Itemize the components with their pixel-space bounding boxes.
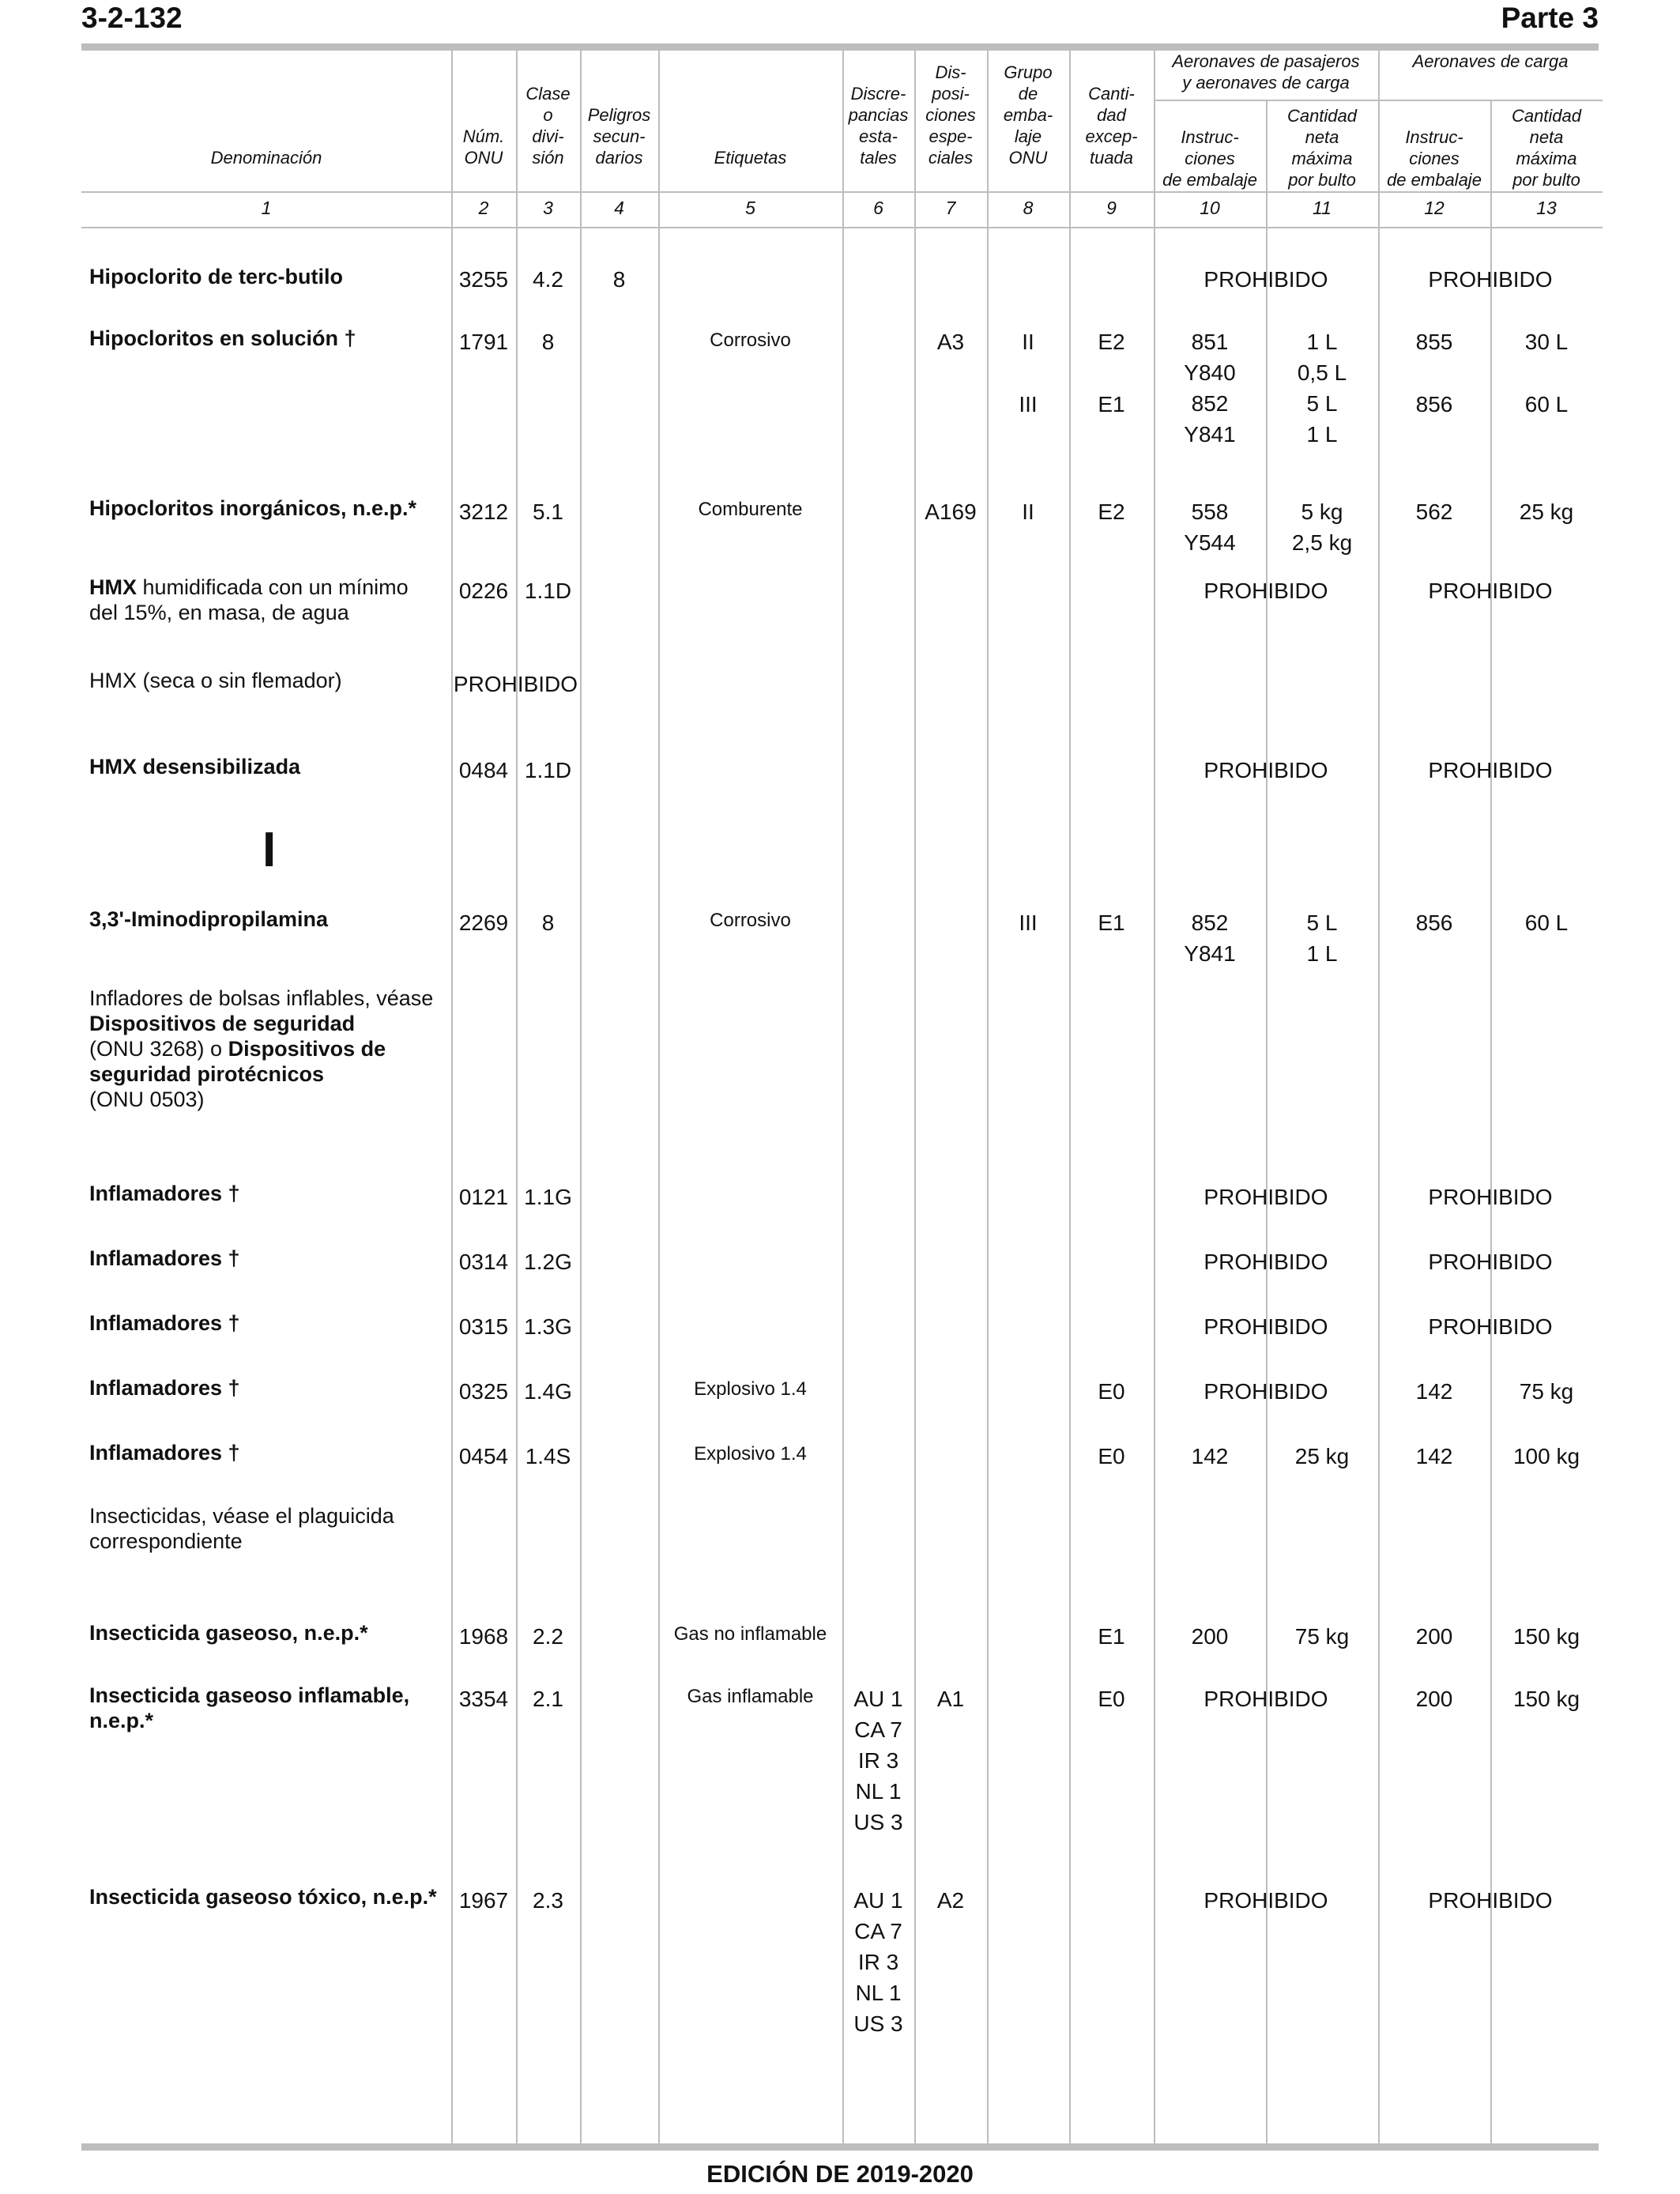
subsidiary-hazard: 8 (612, 267, 626, 292)
column-number: 6 (873, 198, 883, 218)
entry-name: Inflamadores † (89, 1376, 240, 1400)
prohibited-cargo: PROHIBIDO (1428, 758, 1553, 782)
packing-instruction-cargo: 200 (1415, 1624, 1453, 1649)
entry-name: HMX humidificada con un mínimo del 15%, en masa, de agua (89, 575, 409, 624)
max-net-quantity-cargo: 150 kg (1512, 1687, 1580, 1711)
max-net-quantity-cargo: 100 kg (1512, 1444, 1580, 1468)
column-number: 4 (614, 198, 624, 218)
column-number: 11 (1313, 198, 1332, 218)
packing-instruction-cargo: 856 (1415, 392, 1453, 417)
class-division: 8 (541, 910, 555, 935)
prohibited-passenger: PROHIBIDO (1203, 1185, 1328, 1209)
header-instrucciones-carga: Instruc- ciones de embalaje (1387, 127, 1482, 190)
numbers-rule (81, 227, 1603, 228)
header-aeronaves-pasajeros: Aeronaves de pasajeros y aeronaves de carga (1172, 51, 1360, 92)
class-division: 1.1D (524, 579, 572, 603)
packing-instruction-cargo: 142 (1415, 1444, 1453, 1468)
un-number: 3354 (458, 1687, 509, 1711)
col-divider (1069, 47, 1071, 2150)
prohibited-passenger: PROHIBIDO (1203, 267, 1328, 292)
packing-instruction-passenger: 852 Y841 (1184, 910, 1236, 966)
header-cantidad-carga: Cantidad neta máxima por bulto (1511, 106, 1582, 190)
header-num-onu: Núm. ONU (462, 126, 505, 168)
packing-instruction-cargo: 142 (1415, 1379, 1453, 1404)
packing-instruction-passenger: 558 Y544 (1184, 499, 1236, 555)
hazard-label: Corrosivo (710, 910, 791, 931)
excepted-quantity: E0 (1098, 1379, 1125, 1404)
excepted-quantity: E0 (1098, 1687, 1125, 1711)
prohibited-cargo: PROHIBIDO (1428, 1314, 1553, 1339)
max-net-quantity-cargo: 60 L (1524, 392, 1569, 417)
packing-instruction-cargo: 562 (1415, 499, 1453, 524)
class-division: 1.4S (525, 1444, 571, 1468)
class-division: 1.4G (524, 1379, 572, 1404)
prohibited-cargo: PROHIBIDO (1428, 1250, 1553, 1274)
un-number: 1791 (458, 330, 509, 354)
class-division: 5.1 (533, 499, 563, 524)
entry-name: Inflamadores † (89, 1441, 240, 1465)
un-number: 0226 (458, 579, 509, 603)
packing-instruction-cargo: 856 (1415, 910, 1453, 935)
packing-group: III (1019, 910, 1038, 935)
class-division: 8 (541, 330, 555, 354)
column-number: 1 (261, 198, 272, 218)
edition-footer: EDICIÓN DE 2019-2020 (706, 2160, 974, 2188)
col-divider (580, 47, 582, 2150)
header-etiquetas: Etiquetas (714, 148, 787, 168)
column-number: 3 (543, 198, 553, 218)
entry-name: Insecticida gaseoso inflamable, n.e.p.* (89, 1683, 410, 1732)
bottom-rule (81, 2143, 1599, 2151)
col-divider (1378, 47, 1380, 2150)
prohibited-passenger: PROHIBIDO (1203, 1250, 1328, 1274)
column-number: 9 (1106, 198, 1117, 218)
header-rule (81, 191, 1603, 193)
excepted-quantity: E1 (1098, 910, 1125, 935)
entry-name: Hipocloritos inorgánicos, n.e.p.* (89, 496, 417, 520)
class-division: 2.2 (533, 1624, 563, 1649)
excepted-quantity: E1 (1098, 392, 1125, 417)
col-divider (987, 47, 989, 2150)
excepted-quantity: E1 (1098, 1624, 1125, 1649)
hazard-label: Gas no inflamable (673, 1623, 827, 1645)
special-provision: A1 (936, 1687, 965, 1711)
un-number: 3212 (458, 499, 509, 524)
entry-name: Inflamadores † (89, 1246, 240, 1270)
special-provision: A3 (936, 330, 965, 354)
header-clase: Clase o divi- sión (525, 84, 571, 168)
group-underline (1154, 100, 1603, 101)
header-grupo: Grupo de emba- laje ONU (1003, 62, 1053, 168)
un-number: 0315 (458, 1314, 509, 1339)
packing-instruction-cargo: 200 (1415, 1687, 1453, 1711)
entry-name: Hipoclorito de terc-butilo (89, 265, 343, 288)
special-provision: A169 (925, 499, 977, 524)
entry-name: Hipocloritos en solución † (89, 326, 356, 350)
max-net-quantity-passenger: 5 kg 2,5 kg (1291, 499, 1353, 555)
max-net-quantity-cargo: 150 kg (1512, 1624, 1580, 1649)
packing-instruction-passenger: 142 (1191, 1444, 1229, 1468)
entry-name: Insecticida gaseoso tóxico, n.e.p.* (89, 1885, 437, 1909)
prohibited-cargo: PROHIBIDO (1428, 267, 1553, 292)
entry-name: HMX (seca o sin flemador) (89, 669, 342, 692)
un-number: 1967 (458, 1888, 509, 1913)
hazard-label: Explosivo 1.4 (694, 1443, 807, 1465)
state-variations: AU 1 CA 7 IR 3 NL 1 US 3 (853, 1888, 903, 2036)
class-division: 1.2G (524, 1250, 572, 1274)
excepted-quantity: E2 (1098, 330, 1125, 354)
max-net-quantity-cargo: 25 kg (1519, 499, 1574, 524)
packing-instruction-passenger: 851 Y840 852 Y841 (1184, 330, 1236, 447)
page-header (81, 0, 1599, 36)
class-division: 2.1 (533, 1687, 563, 1711)
hazard-label: Corrosivo (710, 330, 791, 351)
class-division: 2.3 (533, 1888, 563, 1913)
header-denominacion: Denominación (210, 148, 322, 168)
prohibited-passenger: PROHIBIDO (1203, 1314, 1328, 1339)
entry-name: HMX desensibilizada (89, 755, 301, 778)
page-number: 3-2-132 (81, 2, 183, 34)
un-number: 2269 (458, 910, 509, 935)
section-letter: I (262, 823, 277, 877)
column-number: 7 (945, 198, 956, 218)
hazard-label: Explosivo 1.4 (694, 1378, 807, 1400)
header-peligros: Peligros secun- darios (587, 105, 651, 168)
prohibited-passenger: PROHIBIDO (1203, 758, 1328, 782)
class-division: 1.1G (524, 1185, 572, 1209)
prohibited-passenger: PROHIBIDO (1203, 1687, 1328, 1711)
cross-reference: Insecticidas, véase el plaguicida correspondiente (89, 1504, 394, 1553)
prohibited-cargo: PROHIBIDO (1428, 579, 1553, 603)
header-discrepancias: Discre- pancias esta- tales (848, 84, 909, 168)
column-number: 10 (1200, 198, 1220, 218)
prohibited-passenger: PROHIBIDO (1203, 1379, 1328, 1404)
un-number: 0121 (458, 1185, 509, 1209)
col-divider (914, 47, 916, 2150)
packing-group: II (1022, 330, 1034, 354)
state-variations: AU 1 CA 7 IR 3 NL 1 US 3 (853, 1687, 903, 1834)
un-number: 0454 (458, 1444, 509, 1468)
column-number: 13 (1536, 198, 1557, 218)
column-number: 5 (745, 198, 755, 218)
un-number: 1968 (458, 1624, 509, 1649)
prohibited-all: PROHIBIDO (453, 672, 578, 696)
hazard-label: Comburente (698, 499, 803, 520)
excepted-quantity: E2 (1098, 499, 1125, 524)
header-disposiciones: Dis- posi- ciones espe- ciales (925, 62, 976, 168)
packing-group: III (1019, 392, 1038, 417)
header-aeronaves-carga: Aeronaves de carga (1412, 51, 1569, 71)
max-net-quantity-passenger: 5 L 1 L (1306, 910, 1338, 966)
max-net-quantity-cargo: 30 L (1524, 330, 1569, 354)
un-number: 0314 (458, 1250, 509, 1274)
prohibited-passenger: PROHIBIDO (1203, 579, 1328, 603)
max-net-quantity-passenger: 1 L 0,5 L 5 L 1 L (1297, 330, 1347, 447)
class-division: 1.3G (524, 1314, 572, 1339)
col-divider (516, 47, 518, 2150)
max-net-quantity-cargo: 75 kg (1519, 1379, 1574, 1404)
class-division: 1.1D (524, 758, 572, 782)
class-division: 4.2 (533, 267, 563, 292)
max-net-quantity-cargo: 60 L (1524, 910, 1569, 935)
un-number: 0484 (458, 758, 509, 782)
prohibited-cargo: PROHIBIDO (1428, 1185, 1553, 1209)
hazard-label: Gas inflamable (687, 1686, 814, 1707)
col-divider (658, 47, 660, 2150)
entry-name: Insecticida gaseoso, n.e.p.* (89, 1621, 368, 1645)
part-label: Parte 3 (1501, 2, 1599, 34)
header-cantidad-pasajeros: Cantidad neta máxima por bulto (1286, 106, 1358, 190)
max-net-quantity-passenger: 75 kg (1294, 1624, 1350, 1649)
header-instrucciones-pasajeros: Instruc- ciones de embalaje (1162, 127, 1257, 190)
un-number: 3255 (458, 267, 509, 292)
cross-reference: Infladores de bolsas inflables, véase Dispositivos de seguridad (ONU 3268) o Dispositivos de seguridad pirotécnicos (ONU 0503) (89, 986, 434, 1111)
packing-instruction-passenger: 200 (1191, 1624, 1229, 1649)
top-rule (81, 43, 1599, 51)
packing-instruction-cargo: 855 (1415, 330, 1453, 354)
entry-name: Inflamadores † (89, 1182, 240, 1205)
header-cantidad-exceptuada: Canti- dad excep- tuada (1085, 84, 1138, 168)
prohibited-cargo: PROHIBIDO (1428, 1888, 1553, 1913)
excepted-quantity: E0 (1098, 1444, 1125, 1468)
column-number: 12 (1424, 198, 1445, 218)
un-number: 0325 (458, 1379, 509, 1404)
packing-group: II (1022, 499, 1034, 524)
entry-name: Inflamadores † (89, 1311, 240, 1335)
entry-name: 3,3'-Iminodipropilamina (89, 907, 328, 931)
column-number: 2 (478, 198, 489, 218)
max-net-quantity-passenger: 25 kg (1294, 1444, 1350, 1468)
special-provision: A2 (936, 1888, 965, 1913)
prohibited-passenger: PROHIBIDO (1203, 1888, 1328, 1913)
column-number: 8 (1023, 198, 1034, 218)
